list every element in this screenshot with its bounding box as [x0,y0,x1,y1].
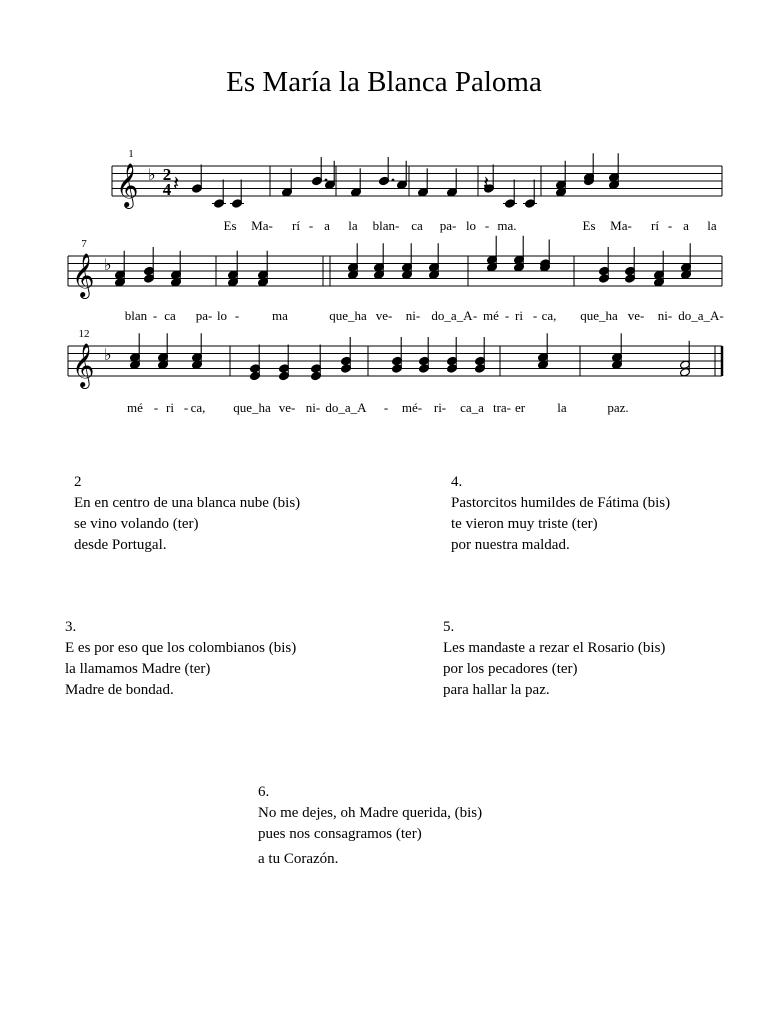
note [402,243,413,279]
lyric-syllable: pa- [439,218,457,233]
lyric-syllable: la [557,400,567,415]
lyric-syllable: ca, [541,308,557,323]
lyric-syllable: - [472,308,478,323]
note [392,337,403,373]
lyric-syllable: ve- [375,308,393,323]
lyric-syllable: - [152,308,158,323]
lyric-syllable: - [308,218,314,233]
staff-system-1 [112,148,722,233]
note [523,180,537,209]
note [599,247,610,283]
verse-number: 6. [258,784,270,800]
note [311,345,322,381]
lyric-syllable: - [153,400,159,415]
lyric-syllable: ca [411,218,423,233]
lyric-syllable: a [683,218,689,233]
note [348,243,359,279]
lyric-syllable: ve- [278,400,296,415]
note [625,247,636,283]
note [192,333,203,369]
quarter-rest-icon: 𝄽 [483,171,490,195]
lyric-syllable: ma. [497,218,517,233]
treble-clef-icon: 𝄞 [72,253,95,297]
lyric-syllable: - [234,308,240,323]
time-signature-top: 2 [162,165,172,184]
lyric-syllable: ca, [190,400,206,415]
lyric-syllable: - [484,218,490,233]
note [212,180,226,209]
verse-number: 2 [74,474,82,490]
note [397,161,408,190]
lyric-syllable: - [183,400,189,415]
verse-3 [65,617,296,701]
note [609,153,620,189]
lyric-syllable: a [324,218,330,233]
lyric-syllable: Es [223,218,237,233]
verse-number: 4. [451,474,463,490]
lyric-syllable: - [504,308,510,323]
lyric-syllable: do_a_A- [678,308,724,323]
note [158,333,169,369]
verse-2 [74,472,300,556]
flat-icon: ♭ [104,255,112,274]
lyric-syllable: ve- [627,308,645,323]
lyric-syllable: do_a_A [325,400,367,415]
verse-line: a tu Corazón. [258,851,339,867]
staff-system-3 [68,328,722,415]
verse-6 [258,782,482,870]
verse-number: 5. [443,619,455,635]
note [681,243,692,279]
verse-line: por los pecadores (ter) [443,661,578,677]
lyric-syllable: la [707,218,717,233]
lyric-syllable: ca_a [460,400,484,415]
verse-line: pues nos consagramos (ter) [258,826,422,842]
lyric-syllable: do_a_A [431,308,473,323]
note [325,161,336,190]
lyric-syllable: mé [483,308,499,323]
note [250,345,261,381]
verse-line: No me dejes, oh Madre querida, (bis) [258,805,483,821]
verse-line: por nuestra maldad. [451,537,570,553]
note [612,333,623,369]
verse-line: se vino volando (ter) [74,516,199,532]
note [230,180,244,209]
note [503,180,517,209]
note [514,236,525,272]
note [144,247,155,283]
measure-number: 1 [128,148,134,160]
verse-line: desde Portugal. [74,537,167,553]
lyric-syllable: ni- [305,400,321,415]
time-signature-bottom: 4 [162,180,172,199]
note [429,243,440,279]
verse-line: Pastorcitos humildes de Fátima (bis) [451,495,671,511]
lyric-syllable: que_ha [580,308,618,323]
note [584,153,595,185]
lyric-syllable: ni- [657,308,673,323]
lyric-syllable: lo [465,218,477,233]
note [419,337,430,373]
note [538,333,549,369]
lyric-syllable: ma [272,308,288,323]
note-dot [325,179,328,182]
lyric-syllable: la [348,218,358,233]
verse-line: te vieron muy triste (ter) [451,516,598,532]
measure-number: 7 [81,238,87,250]
note-dot [392,179,395,182]
lyric-syllable: lo [216,308,228,323]
song-title: Es María la Blanca Paloma [226,66,542,98]
treble-clef-icon: 𝄞 [116,163,139,207]
treble-clef-icon: 𝄞 [72,343,95,387]
note [374,243,385,279]
verse-number: 3. [65,619,77,635]
verse-line: E es por eso que los colombianos (bis) [65,640,297,656]
verse-line: En en centro de una blanca nube (bis) [74,495,301,511]
lyric-syllable: que_ha [233,400,271,415]
lyric-syllable: - [383,400,389,415]
flat-icon: ♭ [104,345,112,364]
note [447,337,458,373]
lyric-syllable: - [532,308,538,323]
lyric-syllable: paz. [607,400,629,415]
lyric-syllable: ri [166,400,174,415]
lyric-syllable: - [667,218,673,233]
lyric-syllable: ri- [433,400,447,415]
lyric-syllable: tra- [492,400,512,415]
verse-line: Les mandaste a rezar el Rosario (bis) [443,640,666,656]
flat-icon: ♭ [148,165,156,184]
verse-4 [451,472,670,556]
note [192,165,203,194]
note [279,345,290,381]
lyric-syllable: Ma- [251,218,273,233]
verse-line: para hallar la paz. [443,682,550,698]
note [447,168,458,197]
verse-5 [443,617,665,701]
measure-number: 12 [78,328,90,340]
lyric-syllable: Es [582,218,596,233]
lyric-syllable: ca [164,308,176,323]
lyric-syllable: pa- [195,308,213,323]
note [351,168,362,197]
lyric-syllable: Ma- [610,218,632,233]
quarter-rest-icon: 𝄽 [173,171,180,195]
lyric-syllable: blan [124,308,148,323]
music-score [0,0,768,430]
lyric-syllable: ri [515,308,523,323]
lyric-syllable: er [514,400,526,415]
note [475,337,486,373]
note [487,236,498,272]
note [130,333,141,369]
note [418,168,429,197]
lyric-syllable: blan- [372,218,400,233]
verse-line: la llamamos Madre (ter) [65,661,211,677]
lyric-syllable: ni- [405,308,421,323]
lyric-syllable: mé- [401,400,423,415]
lyric-syllable: mé [127,400,143,415]
staff-system-2 [68,236,724,323]
note [341,337,352,373]
lyric-syllable: rí [651,218,659,233]
lyric-syllable: que_ha [329,308,367,323]
note [282,168,293,197]
lyric-syllable: rí [292,218,300,233]
verse-line: Madre de bondad. [65,682,174,698]
